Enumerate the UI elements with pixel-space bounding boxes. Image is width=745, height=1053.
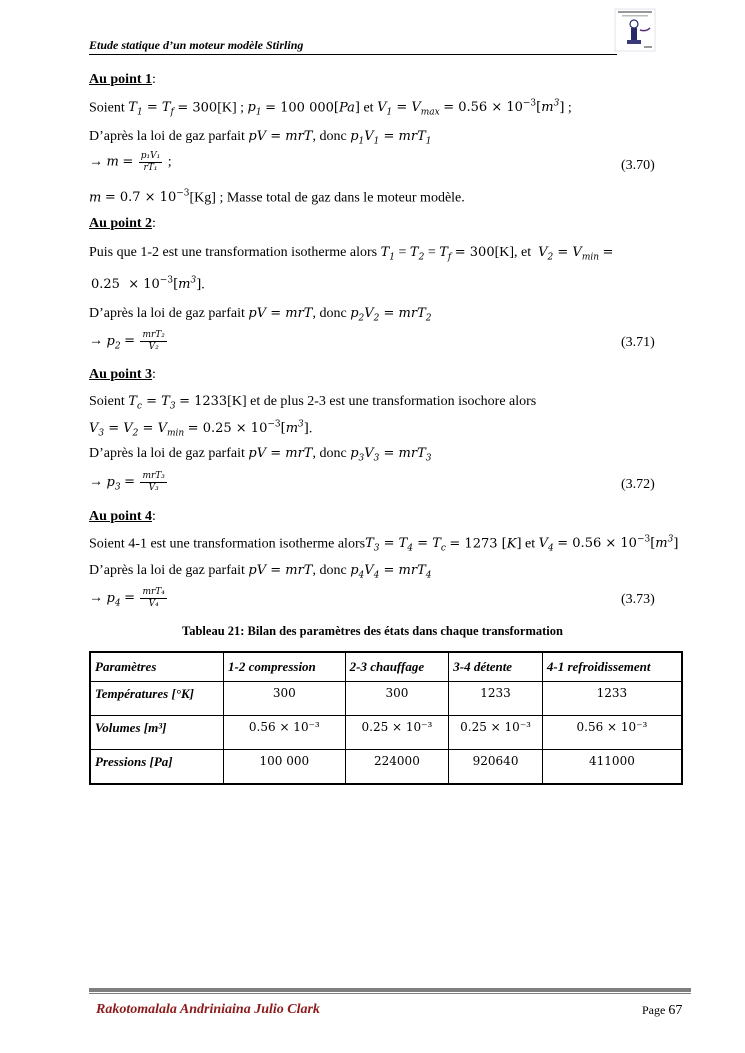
table-header-cell: 3-4 détente	[449, 652, 543, 682]
heading-point-3: Au point 3:	[89, 367, 156, 382]
equation-3-71: → $p_2$ = $\frac{\text{mrT₂}}{\text{V₂}}$	[89, 330, 165, 352]
table-cell: 224000	[345, 750, 449, 785]
point2-volume-line: $0.25 \times 10^{-3}[m^3]$.	[91, 276, 205, 293]
row-label-volumes: Volumes [m³]	[90, 716, 224, 750]
table-cell: 0.25 × 10⁻³	[345, 716, 449, 750]
footer-divider	[89, 988, 691, 992]
table-cell: 300	[224, 682, 346, 716]
point3-gas-law-line: D’après la loi de gaz parfait pV = mrT, donc $p_3V_3 = mrT_3$	[89, 446, 432, 464]
point4-gas-law-line: D’après la loi de gaz parfait pV = mrT, donc $p_4V_4 = mrT_4$	[89, 563, 432, 581]
equation-number-3-70: (3.70)	[621, 158, 655, 173]
table-cell: 0.25 × 10⁻³	[449, 716, 543, 750]
table-header-cell: 2-3 chauffage	[345, 652, 449, 682]
point2-gas-law-line: D’après la loi de gaz parfait pV = mrT, donc $p_2V_2 = mrT_2$	[89, 306, 432, 324]
parameters-table	[89, 651, 683, 785]
equation-number-3-71: (3.71)	[621, 335, 655, 350]
equation-3-72: → $p_3$ = $\frac{\text{mrT₃}}{\text{V₃}}$	[89, 471, 165, 493]
header-title: Etude statique d’un moteur modèle Stirling	[89, 38, 304, 52]
table-cell: 1233	[449, 682, 543, 716]
table-row	[90, 716, 682, 750]
heading-point-4: Au point 4:	[89, 509, 156, 524]
table-cell: 0.56 × 10⁻³	[224, 716, 346, 750]
table-row	[90, 682, 682, 716]
header-divider	[89, 54, 617, 55]
table-cell: 100 000	[224, 750, 346, 785]
table-caption: Tableau 21: Bilan des paramètres des états dans chaque transformation	[182, 624, 563, 638]
table-header-cell: 4-1 refroidissement	[542, 652, 682, 682]
point1-mass-line: $m = 0.7 \times 10^{-3}[Kg]$ ; Masse total de gaz dans le moteur modèle.	[89, 189, 465, 206]
page-number: Page 67	[642, 1003, 683, 1018]
footer-divider-thin	[89, 993, 691, 994]
heading-point-1: Au point 1:	[89, 72, 156, 87]
point3-volume-line: $V_3 = V_2 = V_{min} = 0.25 \times 10^{-3}[m^3]$.	[89, 420, 313, 439]
table-header-row	[90, 652, 682, 682]
point1-gas-law-line: D’après la loi de gaz parfait pV = mrT, donc $p_1V_1 = mrT_1$	[89, 129, 432, 147]
point3-state-line: Soient $T_c = T_3 = 1233[K]$ et de plus 2-3 est une transformation isochore alors	[89, 394, 537, 412]
point4-state-line: Soient 4-1 est une transformation isotherme alorsT$_3$ = $T_4 = T_c = 1273$ [K] et $V_4 = 0.56 \times 10^{-3}[m^3]$	[89, 535, 679, 554]
equation-3-73: → $p_4$ = $\frac{\text{mrT₄}}{\text{V₄}}$	[89, 587, 165, 609]
point2-isotherm-line: Puis que 1-2 est une transformation isotherme alors $T_1 = T_2 = T_f = 300[K]$, et $V_2 = V_{min}$ =	[89, 245, 614, 263]
row-label-temperatures: Températures [°K]	[90, 682, 224, 716]
heading-point-2: Au point 2:	[89, 216, 156, 231]
equation-number-3-73: (3.73)	[621, 592, 655, 607]
university-logo-icon	[614, 8, 656, 52]
table-cell: 0.56 × 10⁻³	[542, 716, 682, 750]
table-header-cell: 1-2 compression	[224, 652, 346, 682]
equation-3-70: → m = $\frac{\text{p₁V₁}}{\text{rT₁}}$ ;	[89, 151, 172, 173]
equation-number-3-72: (3.72)	[621, 477, 655, 492]
table-row	[90, 750, 682, 785]
table-cell: 1233	[542, 682, 682, 716]
table-header-cell: Paramètres	[90, 652, 224, 682]
table-cell: 411000	[542, 750, 682, 785]
footer-author: Rakotomalala Andriniaina Julio Clark	[96, 1002, 320, 1017]
row-label-pressions: Pressions [Pa]	[90, 750, 224, 785]
table-cell: 300	[345, 682, 449, 716]
point1-state-line: Soient $T_1 = T_f = 300[K]$ ; $p_1 = 100$ 000[Pa] et $V_1 = V_{max} = 0.56 \times 10^{-3}[m^3]$ ;	[89, 99, 572, 118]
table-cell: 920640	[449, 750, 543, 785]
